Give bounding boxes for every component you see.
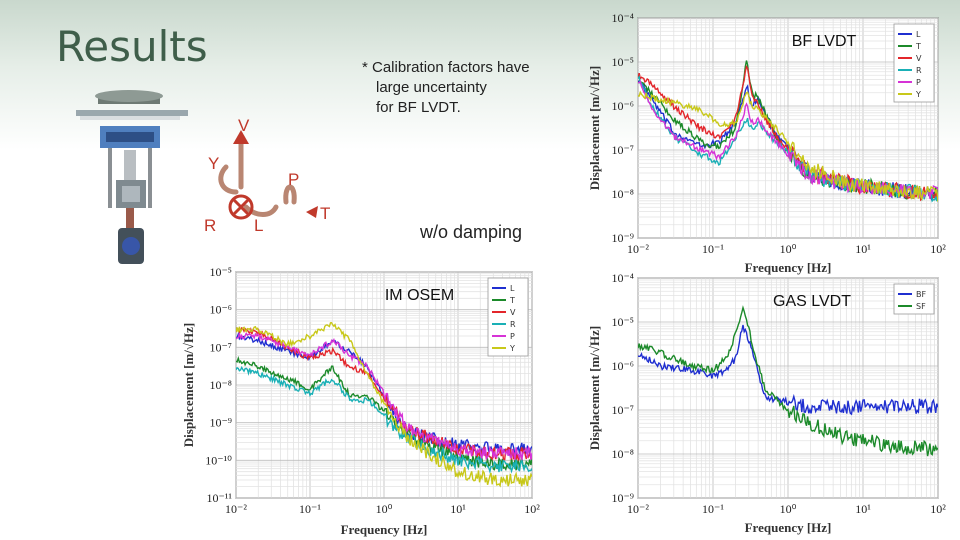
bf-y-tick-label: 10⁻⁴ [611,11,634,25]
im-y-axis-label: Displacement [m/√Hz] [181,322,196,448]
gas-x-axis-label: Frequency [Hz] [744,520,832,535]
bf-legend-label-y: Y [916,90,921,99]
im-legend [488,278,528,356]
dof-diagram [196,112,346,242]
bf-x-tick-label: 10⁰ [779,242,797,256]
im-y-tick-label: 10⁻⁵ [209,265,232,279]
condition-label: w/o damping [420,222,523,242]
gas-x-tick-label: 10⁰ [779,502,797,516]
gas-legend [894,284,934,314]
im-legend-label-v: V [510,308,516,317]
bf-legend-label-l: L [916,30,921,39]
im-legend-label-y: Y [510,344,515,353]
im-x-tick-label: 10⁻² [225,502,247,516]
slide-title: Results [56,22,208,71]
bf-y-tick-label: 10⁻⁵ [611,55,634,69]
gas-legend-label-bf: BF [916,290,927,299]
dof-label-y: Y [208,154,220,173]
bf-x-tick-label: 10⁻² [627,242,649,256]
gas-y-axis-label: Displacement [m/√Hz] [587,325,602,451]
gas-x-tick-label: 10¹ [855,502,871,516]
dof-label-v: V [238,116,250,135]
im-y-tick-label: 10⁻¹¹ [206,491,232,505]
bf-svg [586,6,956,276]
suspension-illustration [70,86,190,276]
im-x-axis-label: Frequency [Hz] [340,522,428,537]
bf-legend-label-r: R [916,66,922,75]
im-y-tick-label: 10⁻⁶ [209,302,232,317]
gas-x-tick-label: 10⁻² [627,502,649,516]
bf-legend-label-p: P [916,78,921,87]
gas-title: GAS LVDT [773,293,851,310]
bf-y-tick-label: 10⁻⁹ [611,231,634,245]
bf-x-tick-label: 10² [930,242,946,256]
bf-x-axis-label: Frequency [Hz] [744,260,832,275]
gas-legend-label-sf: SF [916,302,926,311]
im-legend-label-l: L [510,284,515,293]
bf-y-tick-label: 10⁻⁷ [611,143,634,157]
note-line-3: for BF LVDT. [376,99,461,116]
gas-y-tick-label: 10⁻⁹ [611,491,634,505]
im-x-tick-label: 10⁰ [375,502,393,516]
dof-label-r: R [204,216,217,235]
gas-lvdt-plot [586,266,956,536]
note-line-1: * Calibration factors have [362,59,530,76]
im-x-tick-label: 10¹ [450,502,466,516]
dof-label-l: L [254,216,264,235]
bf-x-tick-label: 10⁻¹ [702,242,724,256]
im-y-tick-label: 10⁻⁸ [209,378,232,392]
bf-title: BF LVDT [791,33,857,50]
im-title: IM OSEM [384,287,455,304]
bf-legend-label-t: T [916,42,921,51]
bf-legend-label-v: V [916,54,922,63]
calibration-note [362,58,572,118]
bf-y-axis-label: Displacement [m/√Hz] [587,65,602,191]
im-legend-label-p: P [510,332,515,341]
gas-x-tick-label: 10⁻¹ [702,502,724,516]
dof-label-p: P [288,170,300,189]
gas-y-tick-label: 10⁻⁵ [611,315,634,329]
im-x-tick-label: 10² [524,502,540,516]
bf-y-tick-label: 10⁻⁸ [611,187,634,201]
gas-y-tick-label: 10⁻⁶ [611,359,634,373]
im-y-tick-label: 10⁻⁷ [209,340,232,355]
im-y-tick-label: 10⁻⁹ [209,415,232,430]
im-legend-label-r: R [510,320,516,329]
note-line-2: large uncertainty [376,79,487,96]
im-y-tick-label: 10⁻¹⁰ [205,453,232,468]
im-legend-label-t: T [510,296,515,305]
gas-y-tick-label: 10⁻⁷ [611,403,634,417]
gas-svg [586,266,956,536]
gas-y-tick-label: 10⁻⁴ [611,271,634,285]
bf-y-tick-label: 10⁻⁶ [611,99,634,113]
bf-lvdt-plot [586,6,956,276]
im-x-tick-label: 10⁻¹ [299,502,321,516]
gas-x-tick-label: 10² [930,502,946,516]
gas-y-tick-label: 10⁻⁸ [611,447,634,461]
im-osem-plot [180,262,550,538]
im-svg [180,262,550,538]
dof-label-t: T [320,204,331,223]
bf-legend [894,24,934,102]
bf-x-tick-label: 10¹ [855,242,871,256]
